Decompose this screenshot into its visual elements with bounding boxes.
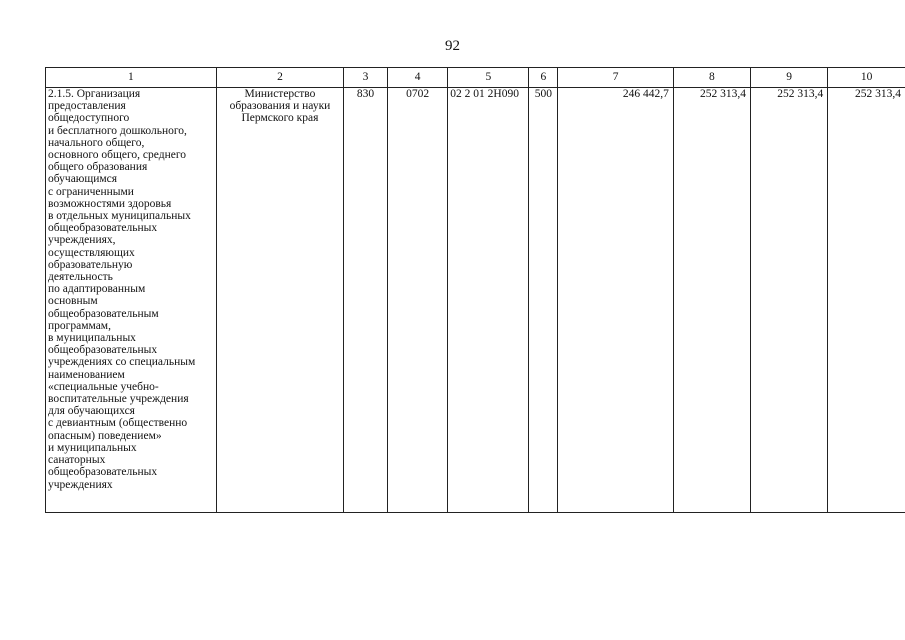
header-cell-5: 5 xyxy=(448,68,529,88)
header-cell-3: 3 xyxy=(344,68,388,88)
ministry-cell xyxy=(216,88,344,513)
description-cell xyxy=(46,88,217,513)
description-line: с ограниченными xyxy=(48,185,134,198)
ministry-line: образования и науки xyxy=(229,100,331,113)
description-line: общедоступного xyxy=(48,112,130,125)
description-line: в муниципальных xyxy=(48,332,136,345)
description-line: общеобразовательных xyxy=(48,222,158,235)
budget-table xyxy=(45,67,905,513)
cell-col9: 252 313,4 xyxy=(751,88,828,513)
description-line: общеобразовательных xyxy=(48,344,158,357)
cell-col4: 0702 xyxy=(387,88,447,513)
page-number: 92 xyxy=(445,38,460,54)
description-line: в отдельных муниципальных xyxy=(48,210,191,223)
header-row xyxy=(46,68,905,88)
description-line: деятельность xyxy=(48,271,113,284)
description-line: программам, xyxy=(48,319,111,332)
description-line: «специальные учебно- xyxy=(48,380,159,393)
description-line: с девиантным (общественно xyxy=(48,417,188,430)
description-line: основным xyxy=(48,295,98,308)
description-line: наименованием xyxy=(48,368,125,381)
description-line: возможностями здоровья xyxy=(48,197,172,210)
cell-col10: 252 313,4 xyxy=(828,88,905,513)
description-line: начального общего, xyxy=(48,136,145,149)
description-line: учреждениях со специальным xyxy=(48,356,196,369)
description-line: 2.1.5. Организация xyxy=(48,88,141,100)
description-line: санаторных xyxy=(48,454,106,467)
description-line: учреждениях xyxy=(48,478,113,491)
header-cell-9: 9 xyxy=(751,68,828,88)
description-line: по адаптированным xyxy=(48,283,146,296)
description-line: и муниципальных xyxy=(48,441,137,454)
ministry-line: Министерство xyxy=(244,88,316,100)
cell-col3: 830 xyxy=(344,88,388,513)
description-line: основного общего, среднего xyxy=(48,149,187,162)
description-line: воспитательные учреждения xyxy=(48,393,189,406)
description-line: опасным) поведением» xyxy=(48,429,162,442)
header-cell-2: 2 xyxy=(216,68,344,88)
header-cell-8: 8 xyxy=(673,68,750,88)
description-line: общеобразовательных xyxy=(48,466,158,479)
ministry-line: Пермского края xyxy=(241,112,319,125)
description-line: и бесплатного дошкольного, xyxy=(48,124,187,137)
description-line: общего образования xyxy=(48,161,148,174)
cell-col6: 500 xyxy=(529,88,558,513)
description-line: предоставления xyxy=(48,100,126,113)
header-cell-4: 4 xyxy=(387,68,447,88)
cell-col5: 02 2 01 2Н090 xyxy=(448,88,529,513)
description-line: учреждениях, xyxy=(48,234,116,247)
header-cell-6: 6 xyxy=(529,68,558,88)
description-line: обучающимся xyxy=(48,173,118,186)
header-cell-7: 7 xyxy=(558,68,674,88)
cell-col7: 246 442,7 xyxy=(558,88,674,513)
description-line: общеобразовательным xyxy=(48,307,159,320)
table-row xyxy=(46,88,905,513)
header-cell-1: 1 xyxy=(46,68,217,88)
description-line: осуществляющих xyxy=(48,246,135,259)
cell-col8: 252 313,4 xyxy=(673,88,750,513)
header-cell-10: 10 xyxy=(828,68,905,88)
description-line: для обучающихся xyxy=(48,405,135,418)
description-line: образовательную xyxy=(48,258,133,271)
